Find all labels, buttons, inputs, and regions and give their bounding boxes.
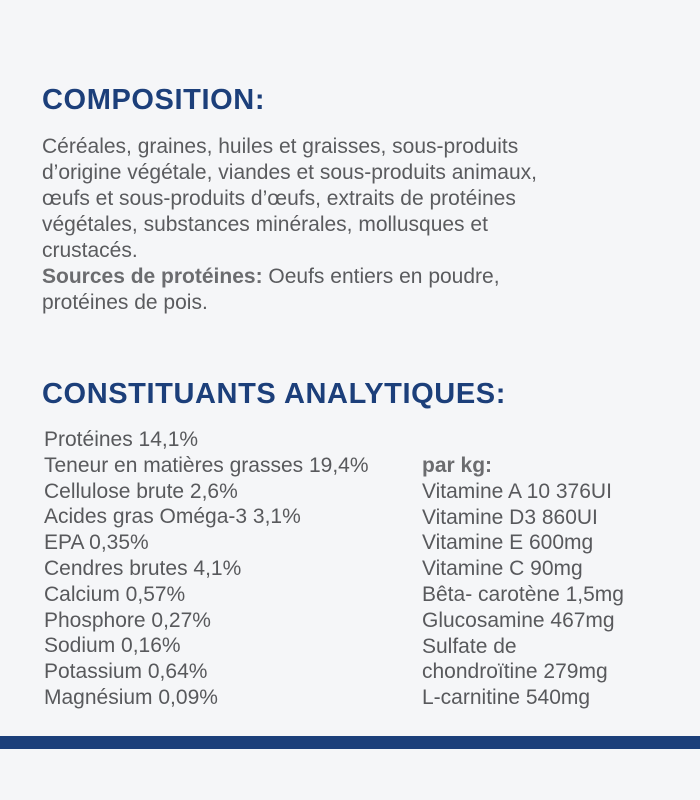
- composition-line: Céréales, graines, huiles et graisses, sous-produits: [42, 135, 519, 158]
- protein-sources-continued: protéines de pois.: [42, 291, 208, 314]
- analytical-constituents-heading: CONSTITUANTS ANALYTIQUES:: [42, 378, 506, 410]
- additive-item: Vitamine E 600mg: [422, 531, 594, 555]
- constituent-item: Sodium 0,16%: [44, 634, 181, 658]
- additive-item: Sulfate de: [422, 634, 517, 658]
- constituent-item: Potassium 0,64%: [44, 660, 208, 684]
- constituent-item: Protéines 14,1%: [44, 428, 199, 451]
- composition-line: œufs et sous-produits d’œufs, extraits de protéines: [42, 187, 516, 210]
- protein-sources-text: Oeufs entiers en poudre,: [262, 265, 500, 288]
- constituent-item: Acides gras Oméga-3 3,1%: [44, 505, 301, 529]
- footer-bar: [0, 736, 700, 749]
- constituent-item: Teneur en matières grasses 19,4%: [44, 453, 369, 477]
- additive-item: Bêta- carotène 1,5mg: [422, 582, 624, 606]
- additive-item: Vitamine C 90mg: [422, 557, 583, 581]
- constituent-item: Magnésium 0,09%: [44, 685, 218, 709]
- additive-item: Glucosamine 467mg: [422, 608, 615, 632]
- analytical-constituents-list: [44, 427, 369, 711]
- constituent-item: Phosphore 0,27%: [44, 608, 211, 632]
- composition-heading: COMPOSITION:: [42, 84, 266, 116]
- additive-item: Vitamine D3 860UI: [422, 505, 598, 529]
- constituent-item: EPA 0,35%: [44, 531, 149, 555]
- composition-text: [42, 134, 682, 316]
- composition-line: crustacés.: [42, 239, 138, 262]
- additive-item: L-carnitine 540mg: [422, 686, 591, 710]
- additives-per-kg-list: [422, 453, 624, 711]
- additive-item: chondroïtine 279mg: [422, 660, 608, 684]
- constituent-item: Cellulose brute 2,6%: [44, 479, 238, 503]
- additive-item: Vitamine A 10 376UI: [422, 479, 612, 503]
- constituent-item: Cendres brutes 4,1%: [44, 556, 242, 580]
- constituent-item: Calcium 0,57%: [44, 582, 186, 606]
- protein-sources-label: Sources de protéines:: [42, 265, 263, 288]
- protein-sources: [42, 264, 682, 290]
- composition-line: végétales, substances minérales, mollusques et: [42, 213, 488, 236]
- composition-line: d’origine végétale, viandes et sous-produits animaux,: [42, 161, 537, 184]
- per-kg-label: par kg:: [422, 454, 493, 477]
